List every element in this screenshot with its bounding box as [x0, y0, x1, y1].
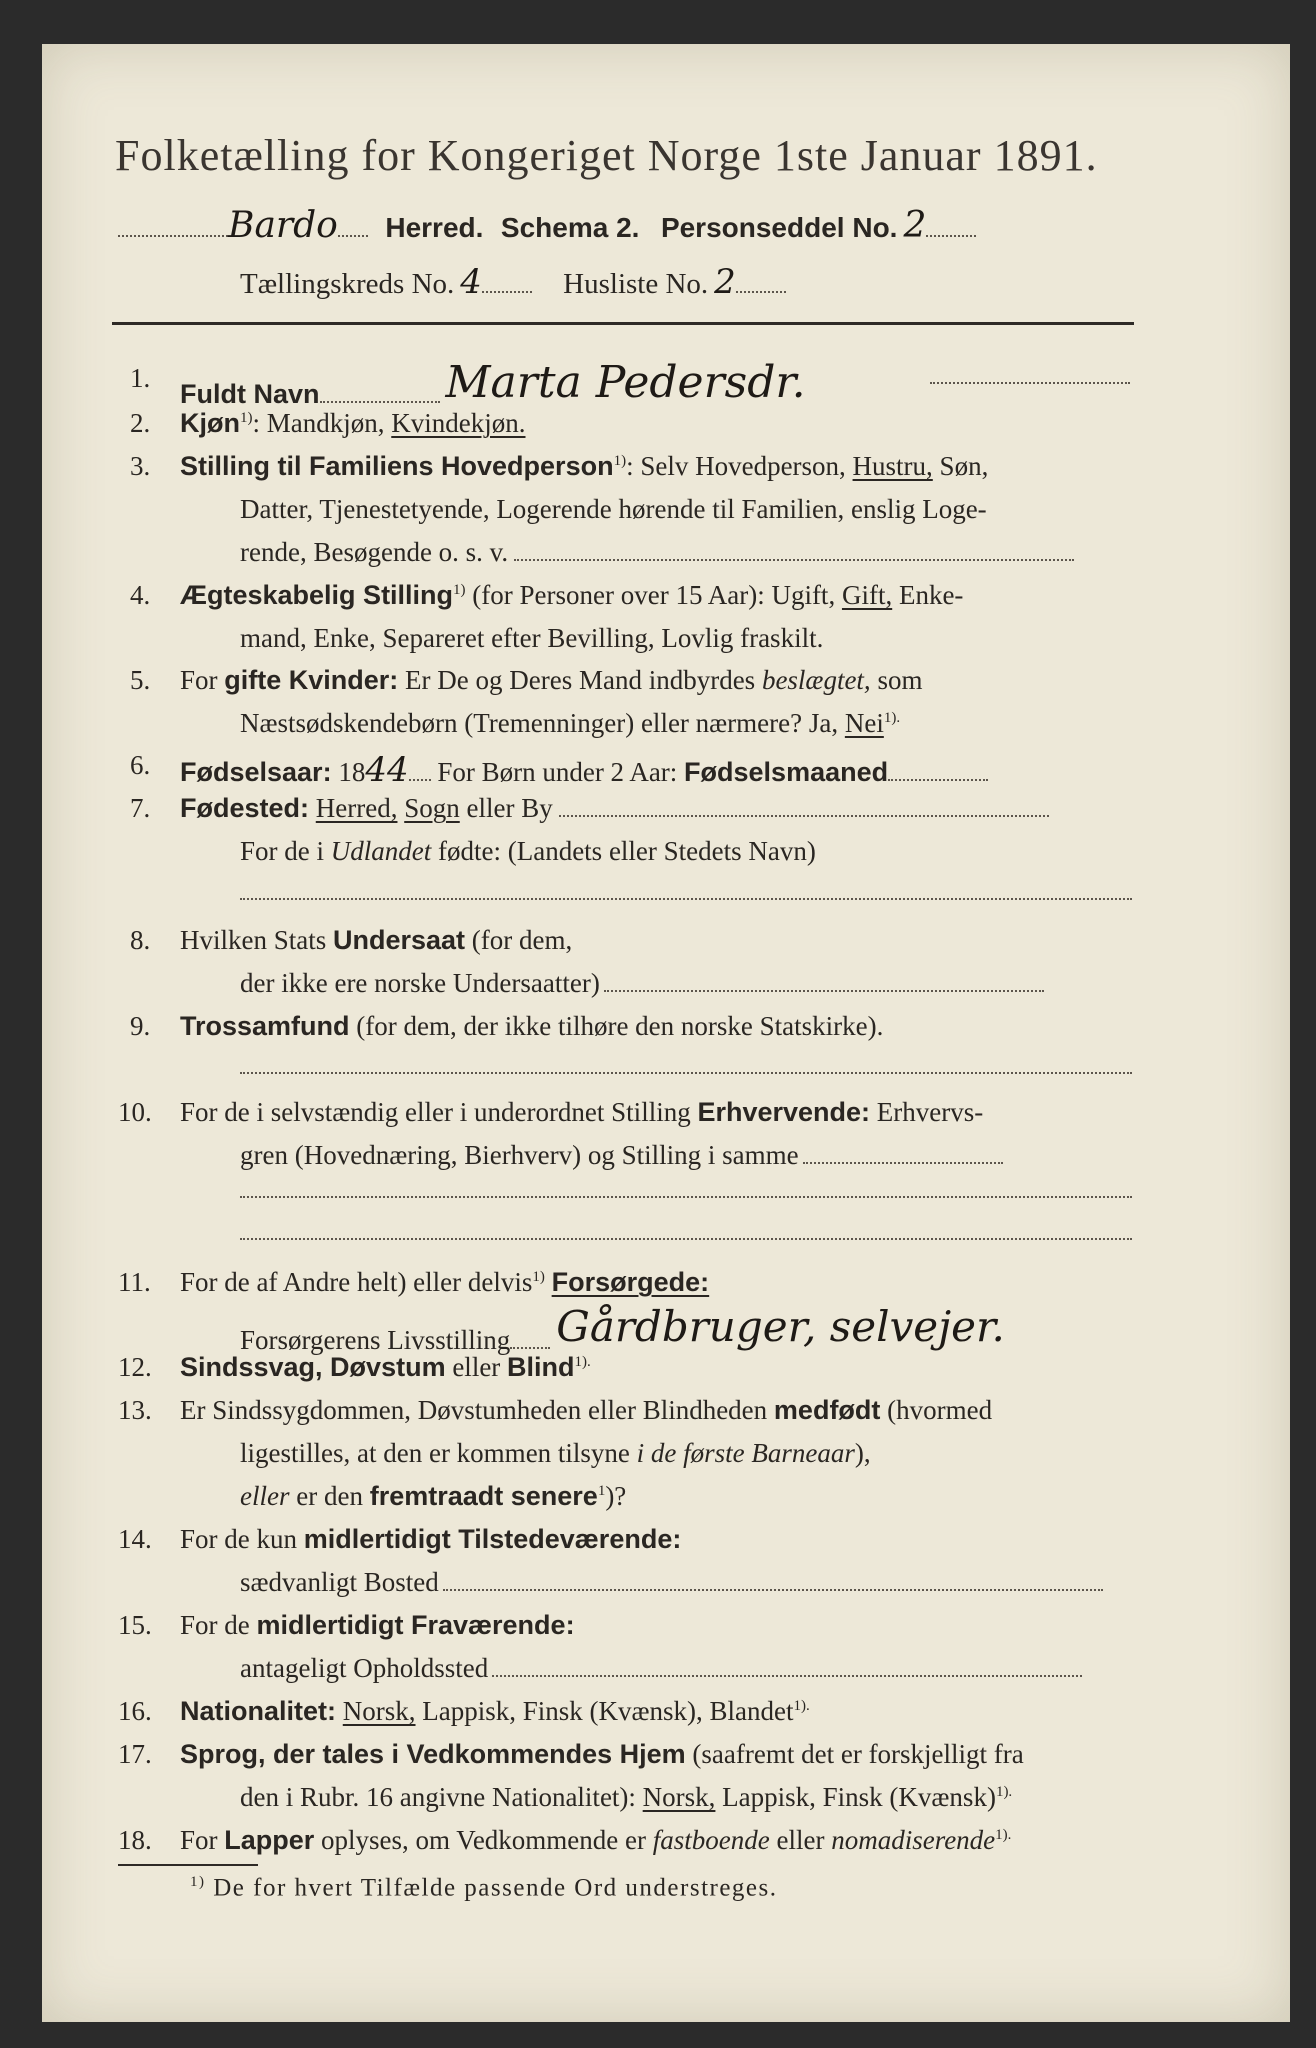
- kreds-label: Tællingskreds No.: [240, 268, 455, 300]
- q12-sup: 1).: [574, 1354, 591, 1370]
- q18-mid2: eller: [769, 1825, 832, 1855]
- header-divider: [112, 322, 1134, 325]
- q9-text: (for dem, der ikke tilhøre den norske Statskirke).: [349, 1011, 884, 1041]
- q18-label: Lapper: [224, 1825, 315, 1855]
- q5-number: 5.: [130, 665, 151, 695]
- q10-answer-dots-1: [240, 1196, 1132, 1198]
- q9-number: 9.: [130, 1011, 151, 1041]
- q10-row-2: [240, 1140, 1003, 1171]
- q3-label: Stilling til Familiens Hovedperson: [180, 451, 614, 481]
- q11-line1-pre: For de af Andre helt: [180, 1267, 398, 1297]
- q7-text: eller By: [459, 793, 553, 823]
- q7-line2-end: fødte: (Landets eller Stedets Navn): [431, 836, 816, 866]
- herred-leading-dots: [118, 235, 228, 237]
- q16-sup: 1).: [793, 1698, 810, 1714]
- q4-sup: 1): [453, 582, 466, 598]
- q7-row-2: [240, 836, 816, 867]
- q13-line2-italic: i de første Barneaar: [636, 1438, 855, 1468]
- q13-row-1: [180, 1395, 992, 1426]
- q11-sup: 1): [532, 1269, 545, 1285]
- q3-dots: [514, 559, 1074, 561]
- q17-line2-pre: den i Rubr. 16 angivne Nationalitet):: [240, 1782, 643, 1812]
- q16-number: 16.: [118, 1696, 152, 1726]
- q3-sup: 1): [613, 453, 627, 469]
- q3-row-1: [180, 451, 988, 482]
- q10-answer-dots-2: [240, 1238, 1132, 1240]
- q17-number: 17.: [118, 1739, 152, 1769]
- q1-trailing-dots: [930, 382, 1130, 384]
- schema-label: Schema 2.: [500, 212, 640, 243]
- q1-label: Fuldt Navn: [180, 379, 320, 409]
- q2-marked-option: Kvindekjøn.: [391, 408, 526, 438]
- husliste-value: 2: [714, 262, 736, 302]
- q17-sup: 1).: [995, 1784, 1013, 1800]
- q18-sup: 1).: [995, 1827, 1012, 1843]
- q13-line2-end: ),: [854, 1438, 871, 1468]
- q17-label: Sprog, der tales i Vedkommendes Hjem: [180, 1739, 686, 1769]
- footnote-divider: [118, 1864, 258, 1866]
- personseddel-label: Personseddel No.: [660, 212, 898, 243]
- q6-row: [180, 750, 988, 790]
- q11-provider-occupation-value: Gårdbruger, selvejer.: [556, 1302, 1005, 1351]
- q5-line1-end: som: [870, 665, 923, 695]
- q9-row: [180, 1011, 883, 1042]
- footnote: [190, 1874, 778, 1902]
- q11-row-1: [180, 1267, 709, 1298]
- q7-number: 7.: [130, 793, 151, 823]
- q17-row-1: [180, 1739, 1024, 1770]
- q1-full-name-value: Marta Pedersdr.: [445, 357, 806, 408]
- q13-label: medfødt: [773, 1395, 881, 1425]
- q15-line2-text: antageligt Opholdssted: [240, 1653, 489, 1683]
- q4-line1-end: Enke-: [892, 580, 964, 610]
- q10-dots: [803, 1162, 1003, 1164]
- q9-answer-dots: [240, 1072, 1132, 1074]
- q2-row: [180, 408, 526, 439]
- q6-text: For Børn under 2 Aar:: [430, 757, 685, 787]
- q7-marked-option-1: Herred,: [315, 793, 398, 823]
- q3-line1-end: Søn,: [932, 451, 989, 481]
- q18-row: [180, 1825, 1011, 1856]
- q16-text: Lappisk, Finsk (Kvænsk), Blandet: [415, 1696, 794, 1726]
- q2-text: : Mandkjøn,: [252, 408, 392, 438]
- q14-line2-text: sædvanligt Bosted: [240, 1567, 439, 1597]
- q8-row-2: [240, 968, 1044, 999]
- q6-prefix: 18: [331, 757, 366, 787]
- q12-label2: Blind: [507, 1352, 575, 1382]
- q17-row-2: [240, 1782, 1012, 1813]
- q10-line1-end: Erhvervs-: [870, 1097, 984, 1127]
- q13-number: 13.: [118, 1395, 152, 1425]
- q13-row-3: [240, 1481, 626, 1512]
- q13-line2-pre: ligestilles, at den er kommen tilsyne: [240, 1438, 637, 1468]
- q2-sup: 1): [240, 410, 253, 426]
- q17-line1-end: (saafremt det er forskjelligt fra: [685, 1739, 1024, 1769]
- q14-label: midlertidigt Tilstedeværende:: [303, 1524, 682, 1554]
- q4-text: (for Personer over 15 Aar): Ugift,: [465, 580, 842, 610]
- q18-italic-2: nomadiserende: [831, 1825, 996, 1855]
- q13-line1-pre: Er Sindssygdommen, Døvstumheden eller Blindheden: [180, 1395, 774, 1425]
- q18-mid: oplyses, om Vedkommende er: [314, 1825, 653, 1855]
- q4-row-1: [180, 580, 963, 611]
- q2-number: 2.: [130, 408, 151, 438]
- q1-row: [180, 357, 1132, 414]
- q5-pre: For: [180, 665, 225, 695]
- q15-line1-pre: For de: [180, 1610, 257, 1640]
- q15-number: 15.: [118, 1610, 152, 1640]
- q17-line2-end: Lappisk, Finsk (Kvænsk): [715, 1782, 996, 1812]
- header-kreds-row: [240, 262, 786, 302]
- q10-row-1: [180, 1097, 983, 1128]
- q6-number: 6.: [130, 750, 151, 780]
- q1-number: 1.: [130, 363, 151, 393]
- q11-dots: [510, 1347, 550, 1349]
- q14-number: 14.: [118, 1524, 152, 1554]
- q8-dots: [604, 990, 1044, 992]
- q3-row-3: [240, 537, 1074, 568]
- q5-sup: 1).: [883, 710, 901, 726]
- q9-label: Trossamfund: [180, 1011, 350, 1041]
- q7-dots: [559, 815, 1049, 817]
- q7-row-1: [180, 793, 1049, 824]
- kreds-value: 4: [460, 262, 482, 302]
- q14-row-1: [180, 1524, 681, 1555]
- q11-number: 11.: [118, 1267, 151, 1297]
- q5-italic: beslægtet,: [761, 665, 871, 695]
- q17-marked-option: Norsk,: [642, 1782, 716, 1812]
- q6-trailing-dots: [888, 779, 988, 781]
- personseddel-dots: [926, 235, 976, 237]
- husliste-label: Husliste No.: [563, 268, 709, 300]
- q7-answer-dots: [240, 898, 1132, 900]
- q10-line1-pre: For de i selvstændig eller i underordnet Stilling: [180, 1097, 698, 1127]
- q8-number: 8.: [130, 925, 151, 955]
- q2-label: Kjøn: [180, 408, 240, 438]
- q6-birth-year-value: 44: [365, 750, 409, 790]
- q10-number: 10.: [118, 1097, 152, 1127]
- q6-dots: [409, 779, 431, 781]
- q4-row-2: mand, Enke, Separeret efter Bevilling, Lovlig fraskilt.: [240, 623, 824, 653]
- q15-dots: [492, 1675, 1082, 1677]
- q5-row-2: [240, 708, 900, 739]
- personseddel-value: 2: [903, 205, 927, 246]
- q7-line2-pre: For de i: [240, 836, 331, 866]
- q4-marked-option: Gift,: [841, 580, 893, 610]
- q5-row-1: [180, 665, 922, 696]
- q8-line1-end: (for dem,: [465, 925, 573, 955]
- q16-marked-option: Norsk,: [342, 1696, 416, 1726]
- header-herred-row: [118, 205, 976, 246]
- q18-pre: For: [180, 1825, 225, 1855]
- q11-line2-text: Forsørgerens Livsstilling: [240, 1325, 511, 1355]
- herred-trailing-dots: [338, 235, 368, 237]
- q3-number: 3.: [130, 451, 151, 481]
- q5-line2-text: Næstsødskendebørn (Tremenninger) eller nærmere? Ja,: [240, 708, 845, 738]
- q12-row: [180, 1352, 591, 1383]
- q5-marked-option: Nei: [844, 708, 884, 738]
- q1-dots: [320, 401, 440, 403]
- q11-label: Forsørgede:: [551, 1267, 710, 1297]
- q13-line3-italic: eller: [240, 1481, 290, 1511]
- q8-line1-pre: Hvilken Stats: [180, 925, 333, 955]
- q5-text: Er De og Deres Mand indbyrdes: [398, 665, 762, 695]
- q3-row-2: Datter, Tjenestetyende, Logerende hørende til Familien, enslig Loge-: [240, 494, 987, 524]
- q6-label2: Fødselsmaaned: [684, 757, 889, 787]
- q18-number: 18.: [118, 1825, 152, 1855]
- q15-label: midlertidigt Fraværende:: [256, 1610, 575, 1640]
- q8-line2-text: der ikke ere norske Undersaatter): [240, 968, 600, 998]
- q13-sup: 1: [597, 1483, 606, 1499]
- q4-number: 4.: [130, 580, 151, 610]
- q13-line3-pre: er den: [289, 1481, 370, 1511]
- q12-number: 12.: [118, 1352, 152, 1382]
- q4-label: Ægteskabelig Stilling: [180, 580, 454, 610]
- q14-line1-pre: For de kun: [180, 1524, 304, 1554]
- q3-marked-option: Hustru,: [852, 451, 933, 481]
- q7-label: Fødested:: [180, 793, 310, 823]
- footnote-text: De for hvert Tilfælde passende Ord understreges.: [205, 1874, 778, 1902]
- q13-line3-end: )?: [605, 1481, 627, 1511]
- q15-row-1: [180, 1610, 575, 1641]
- q11-line1-mid: ) eller delvis: [397, 1267, 533, 1297]
- q6-label: Fødselsaar:: [180, 757, 332, 787]
- q7-line2-italic: Udlandet: [330, 836, 432, 866]
- q14-row-2: [240, 1567, 1103, 1598]
- q8-label: Undersaat: [333, 925, 466, 955]
- q3-line3-text: rende, Besøgende o. s. v.: [240, 537, 509, 567]
- q16-row: [180, 1696, 810, 1727]
- q3-text: : Selv Hovedperson,: [626, 451, 853, 481]
- q13-line1-end: (hvormed: [880, 1395, 993, 1425]
- q18-italic-1: fastboende: [652, 1825, 770, 1855]
- q13-row-2: [240, 1438, 871, 1469]
- herred-label: Herred.: [385, 212, 484, 243]
- form-title: Folketælling for Kongeriget Norge 1ste Januar 1891.: [115, 131, 1098, 180]
- q12-label: Sindssvag, Døvstum: [180, 1352, 446, 1382]
- q7-marked-option-2: Sogn: [404, 793, 460, 823]
- kreds-dots: [482, 291, 532, 293]
- q10-label: Erhvervende:: [697, 1097, 871, 1127]
- q16-label: Nationalitet:: [180, 1696, 337, 1726]
- herred-value: Bardo: [228, 205, 338, 246]
- husliste-dots: [736, 291, 786, 293]
- q5-label: gifte Kvinder:: [224, 665, 399, 695]
- q14-dots: [443, 1589, 1103, 1591]
- q12-text: eller: [445, 1352, 508, 1382]
- q15-row-2: [240, 1653, 1082, 1684]
- q10-line2-text: gren (Hovednæring, Bierhverv) og Stilling i samme: [240, 1140, 799, 1170]
- q8-row-1: [180, 925, 572, 956]
- footnote-mark: 1): [190, 1874, 206, 1890]
- q13-label2: fremtraadt senere: [369, 1481, 598, 1511]
